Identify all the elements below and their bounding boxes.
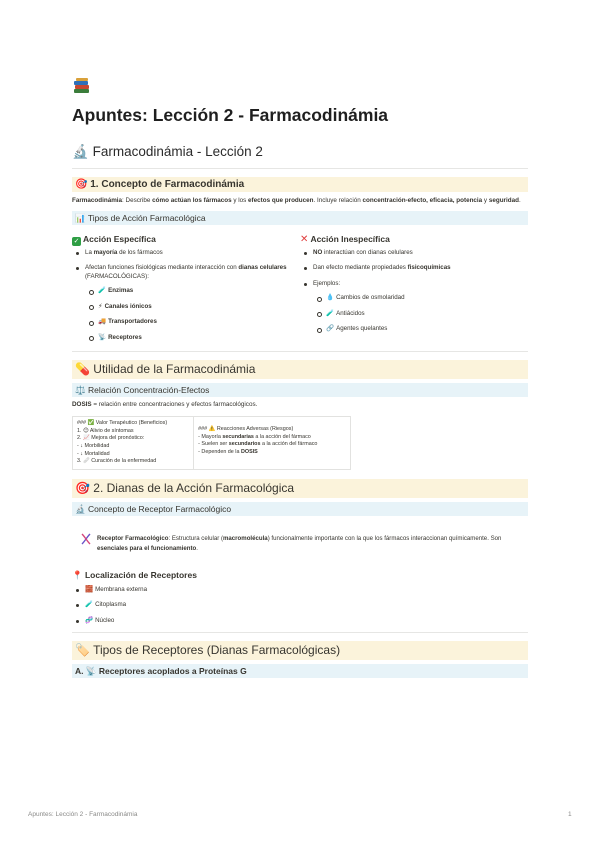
page-title: Apuntes: Lección 2 - Farmacodinámia (72, 105, 389, 125)
test-tube-icon: 🧪 (98, 287, 107, 295)
risks-cell (194, 417, 350, 469)
list-item (72, 586, 528, 594)
list-item (85, 287, 290, 295)
list-item (72, 264, 300, 341)
item-label: Transportadores (108, 318, 157, 326)
emphasis: concentración-efecto, eficacia, potencia (362, 197, 483, 204)
antenna-icon: 📡 (85, 666, 97, 676)
text: Ejemplos: (313, 279, 341, 287)
item-label: Membrana externa (95, 585, 148, 593)
utility-header (72, 360, 528, 379)
target-icon: 🎯 (75, 179, 88, 190)
nonspecific-heading (300, 233, 528, 246)
concept-title: Concepto de Receptor Farmacológico (87, 503, 232, 514)
table-line: - ↓ Morbilidad (77, 443, 110, 449)
types-columns (72, 233, 528, 349)
pill-icon: 💊 (75, 362, 90, 377)
text: . (518, 197, 521, 204)
relation-title: Relación Concentración-Efectos (87, 385, 210, 396)
item-label: Enzimas (108, 287, 134, 295)
target-icon: 🎯 (75, 480, 90, 495)
label-icon: 🏷️ (75, 643, 90, 657)
relation-subheader (72, 383, 528, 397)
list-item (300, 280, 528, 333)
table-line: 2. 📈 Mejora del pronóstico: (77, 435, 145, 442)
pin-icon: 📍 (72, 569, 83, 580)
prefix: A. (75, 666, 84, 676)
emphasis: dianas celulares (238, 264, 287, 272)
emphasis: secundarios (228, 441, 261, 448)
effects-table (72, 416, 351, 470)
receptor-type-a-subheader (72, 664, 528, 678)
page-number: 1 (568, 811, 572, 818)
table-line (198, 449, 346, 457)
receptor-type-a-title: Receptores acoplados a Proteínas G (98, 666, 247, 676)
list-item (72, 601, 528, 609)
text: a la acción del fármaco (260, 441, 318, 448)
text: Dan efecto mediante propiedades (313, 264, 408, 272)
text: . (196, 545, 198, 553)
divider (72, 351, 528, 352)
location-list (72, 586, 528, 625)
text: y los (231, 197, 249, 204)
antenna-icon: 📡 (98, 333, 107, 341)
text: . Incluye relación (313, 197, 363, 204)
emphasis: macromolécula (222, 534, 268, 542)
main-heading (72, 143, 528, 161)
utility-title: Utilidad de la Farmacodinámia (93, 362, 256, 377)
list-item (72, 617, 528, 625)
books-icon (72, 74, 528, 98)
text: - Mayoría (198, 433, 223, 440)
target-list (85, 287, 290, 342)
section-2-title: 2. Dianas de la Acción Farmacológica (93, 480, 295, 495)
emphasis: NO (313, 249, 323, 256)
receptor-types-header (72, 641, 528, 660)
emphasis: esenciales para el funcionamiento (97, 545, 197, 553)
section-2-header (72, 479, 528, 498)
test-tube-icon: 🧪 (326, 309, 335, 317)
table-line: 3. 🩹 Curación de la enfermedad (77, 458, 157, 465)
item-label: Agentes quelantes (336, 325, 388, 333)
item-label: Antiácidos (336, 309, 365, 317)
item-label: Citoplasma (95, 601, 127, 609)
term: Receptor Farmacológico (97, 534, 169, 542)
risks-title: ### ⚠️ Reacciones Adversas (Riesgos) (198, 426, 294, 433)
lightning-icon: ⚡ (98, 302, 103, 310)
emphasis: DOSIS (72, 401, 92, 409)
section-1-title: 1. Concepto de Farmacodinámia (90, 179, 245, 190)
nonspecific-title: Acción Inespecífica (310, 234, 390, 244)
emphasis: DOSIS (241, 449, 258, 455)
text: interactúan con dianas celulares (322, 249, 413, 256)
callout-text (97, 533, 505, 555)
emphasis: efectos que producen (248, 197, 314, 204)
examples-list (313, 294, 528, 333)
chart-icon: 📊 (75, 213, 86, 223)
nonspecific-column (300, 233, 528, 349)
emphasis: mayoría (93, 249, 118, 256)
emphasis: seguridad (488, 197, 519, 204)
location-heading (72, 569, 528, 581)
specific-title: Acción Específica (83, 234, 156, 244)
item-label: Núcleo (95, 616, 115, 624)
nonspecific-list (300, 249, 528, 333)
droplet-icon: 💧 (326, 294, 335, 302)
term: Farmacodinámia (72, 197, 123, 204)
link-icon: 🔗 (326, 325, 335, 333)
emphasis: secundarias (222, 433, 254, 440)
page-content (72, 74, 528, 678)
scale-icon: ⚖️ (75, 385, 86, 396)
types-title: Tipos de Acción Farmacológica (87, 213, 206, 223)
footer-title: Apuntes: Lección 2 - Farmacodinámia (28, 811, 138, 818)
list-item (313, 310, 528, 318)
text: = relación entre concentraciones y efectos farmacológicos. (91, 401, 258, 409)
text: de los fármacos (117, 249, 163, 256)
text: a la acción del fármaco (253, 433, 311, 440)
table-line: - ↓ Mortalidad (77, 450, 110, 457)
list-item (85, 334, 290, 342)
truck-icon: 🚚 (98, 318, 107, 326)
dosis-paragraph (72, 400, 528, 410)
list-item (313, 325, 528, 333)
section-1-header (72, 177, 528, 192)
receptor-types-title: Tipos de Receptores (Dianas Farmacológicas) (93, 643, 341, 657)
text: La (85, 249, 94, 256)
microscope-icon: 🔬 (72, 144, 89, 159)
list-item (313, 294, 528, 302)
list-item (85, 303, 290, 311)
text: - Suelen ser (198, 441, 229, 448)
list-item (72, 249, 300, 257)
divider (72, 168, 528, 169)
text: Afectan funciones fisiológicas mediante interacción con (85, 264, 239, 272)
emphasis: fisicoquímicas (407, 264, 451, 272)
text: y (482, 197, 489, 204)
benefits-cell (73, 417, 194, 469)
concept-subheader (72, 502, 528, 516)
specific-heading (72, 233, 300, 246)
location-title: Localización de Receptores (84, 569, 197, 580)
receptor-callout (72, 533, 528, 555)
text: : Estructura celular ( (168, 534, 223, 542)
check-icon: ✓ (73, 238, 80, 245)
list-item (300, 264, 528, 272)
brick-icon: 🧱 (85, 585, 94, 593)
specific-list (72, 249, 300, 342)
emphasis: cómo actúan los fármacos (152, 197, 232, 204)
text: (FARMACOLÓGICAS): (85, 272, 149, 280)
test-tube-icon: 🧪 (85, 601, 94, 609)
table-line (198, 434, 346, 442)
specific-column (72, 233, 300, 349)
text: : Describe (122, 197, 153, 204)
text: - Dependen de la (198, 449, 241, 455)
item-label: Cambios de osmolaridad (336, 294, 405, 302)
definition-paragraph (72, 196, 528, 206)
dna-icon (80, 533, 97, 555)
main-heading-text: Farmacodinámia - Lección 2 (92, 144, 263, 159)
list-item (300, 249, 528, 257)
microscope-icon: 🔬 (75, 503, 86, 514)
benefits-title: ### ✅ Valor Terapéutico (Beneficios) (77, 420, 168, 427)
types-subheader (72, 211, 528, 225)
text: ) funcionalmente importante con la que los fármacos interaccionan químicamente. Son (267, 534, 502, 542)
list-item (85, 318, 290, 326)
table-line (198, 441, 346, 449)
dna-icon: 🧬 (85, 616, 94, 624)
divider (72, 632, 528, 633)
cross-icon: ✕ (300, 234, 309, 245)
item-label: Canales iónicos (104, 302, 152, 310)
item-label: Receptores (108, 333, 142, 341)
table-line: 1. 😊 Alivio de síntomas (77, 427, 134, 434)
